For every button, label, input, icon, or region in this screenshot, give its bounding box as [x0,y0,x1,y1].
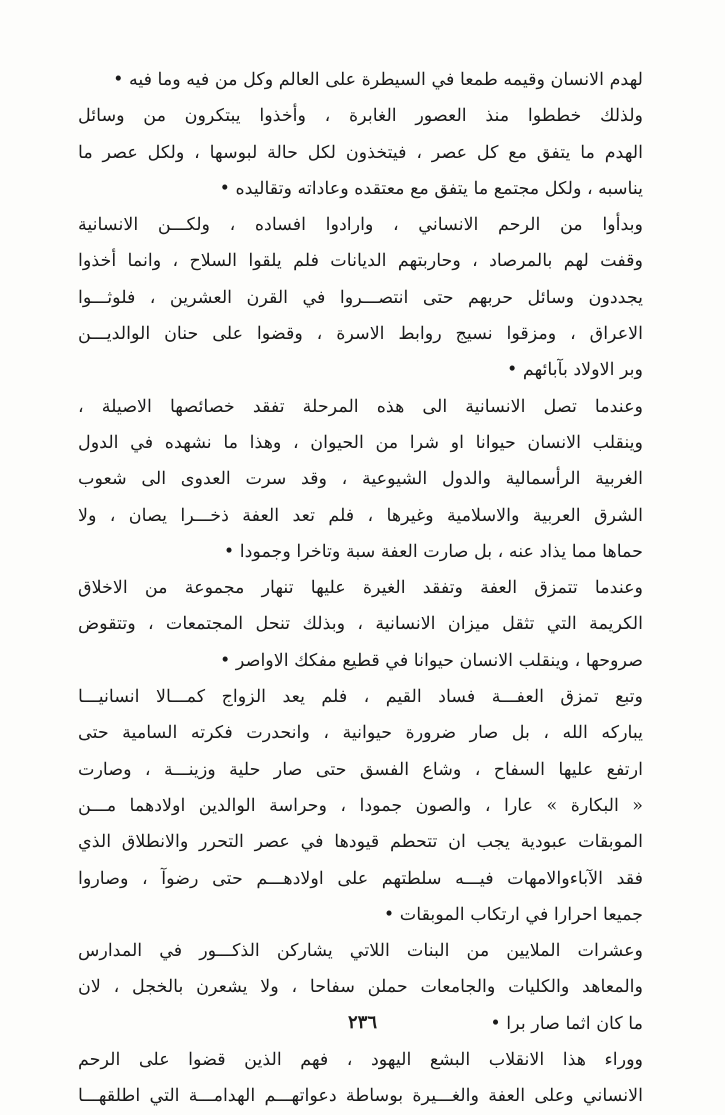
text-line: الانساني وعلى العفة والغـــيرة بوساطة دعواتهـــم الهدامـــة التي اطلقهـــا [78,1086,643,1107]
text-line: وينقلب الانسان حيوانا او شرا من الحيوان ، وهذا ما نشهده في الدول [78,432,643,453]
text-line: وقفت لهم بالمرصاد ، وحاربتهم الديانات فلم يلقوا السلاح ، وانما أخذوا [78,251,643,272]
text-line: والمعاهد والكليات والجامعات حملن سفاحا ، ولا يشعرن بالخجل ، لان [78,977,643,998]
text-line: وبدأوا من الرحم الانساني ، وارادوا افساده ، ولكـــن الانسانية [78,215,643,236]
text-line: الموبقات عبودية يجب ان تتحطم قيودها في عصر التحرر والانطلاق الذي [78,832,643,853]
text-line: وعندما تصل الانسانية الى هذه المرحلة تفقد خصائصها الاصيلة ، [78,396,643,417]
text-line: الهدم ما يتفق مع كل عصر ، فيتخذون لكل حالة لبوسها ، ولكل عصر ما [78,142,643,163]
text-line: الاعراق ، ومزقوا نسيج روابط الاسرة ، وقضوا على حنان الوالديـــن [78,324,643,345]
text-line: ووراء هذا الانقلاب البشع اليهود ، فهم الذين قضوا على الرحم [78,1050,643,1071]
body-text [78,62,643,1115]
page-number: ٢٣٦ [347,1012,377,1033]
text-line: ولذلك خططوا منذ العصور الغابرة ، وأخذوا يبتكرون من وسائل [78,106,643,127]
text-line: وبر الاولاد بآبائهم • [506,360,643,381]
text-line: وعشرات الملايين من البنات اللاتي يشاركن الذكـــور في المدارس [78,941,643,962]
text-line: وعندما تتمزق العفة وتفقد الغيرة عليها تنهار مجموعة من الاخلاق [78,578,643,599]
text-line: « البكارة » عارا ، والصون جمودا ، وحراسة الوالدين اولادهما مـــن [78,795,643,816]
text-line: ارتفع عليها السفاح ، وشاع الفسق حتى صار حلية وزينـــة ، وصارت [78,759,643,780]
text-line: الغربية الرأسمالية والدول الشيوعية ، وقد سرت العدوى الى شعوب [78,469,643,490]
text-line: الشرق العربية والاسلامية وغيرها ، فلم تعد العفة ذخـــرا يصان ، ولا [78,505,643,526]
text-line: يباركه الله ، بل صار ضرورة حيوانية ، وانحدرت فكرته السامية حتى [78,723,643,744]
text-line: لهدم الانسان وقيمه طمعا في السيطرة على العالم وكل من فيه وما فيه • [113,70,643,90]
text-line: يناسبه ، ولكل مجتمع ما يتفق مع معتقده وعاداته وتقاليده • [219,178,643,199]
text-line: الكريمة التي تثقل ميزان الانسانية ، وبذلك تنحل المجتمعات ، وتتقوض [78,614,643,635]
text-line: صروحها ، وينقلب الانسان حيوانا في قطيع مفكك الاواصر • [220,650,643,671]
text-line: وتبع تمزق العفـــة فساد القيم ، فلم يعد الزواج كمـــالا انسانيـــا [78,687,643,708]
text-line: ما كان اثما صار برا • [490,1013,643,1034]
text-line: جميعا احرارا في ارتكاب الموبقات • [383,904,643,925]
text-line: يجددون وسائل حربهم حتى انتصـــروا في القرن العشرين ، فلوثـــوا [78,287,643,308]
text-line: فقد الآباءوالامهات فيـــه سلطتهم على اولادهـــم حتى رضوآ ، وصاروا [78,868,643,889]
text-line: حماها مما يذاد عنه ، بل صارت العفة سبة وتاخرا وجمودا • [223,541,643,562]
